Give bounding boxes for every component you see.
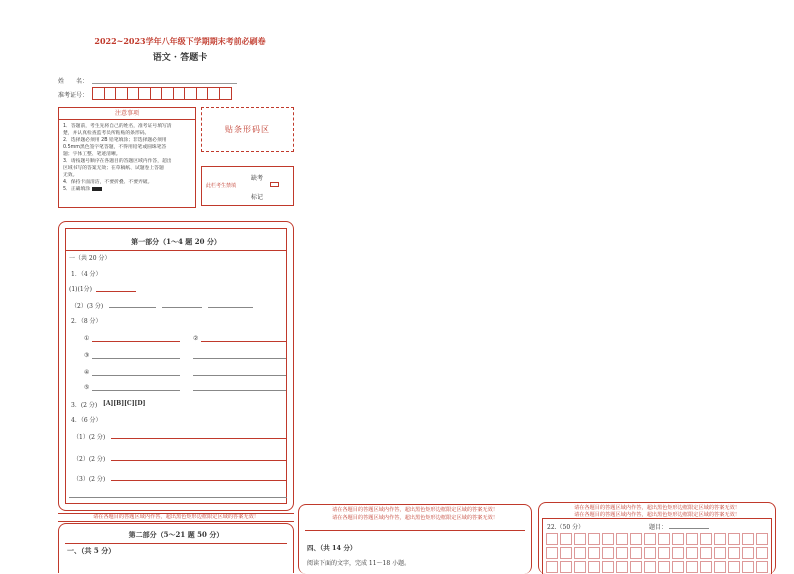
id-digit-box[interactable] xyxy=(105,88,117,99)
grid-cell[interactable] xyxy=(714,533,726,545)
notes-body xyxy=(59,120,195,196)
grid-cell[interactable] xyxy=(588,533,600,545)
q4-2-label: （2）(2 分) xyxy=(73,456,106,463)
id-digit-box[interactable] xyxy=(162,88,174,99)
grid-cell[interactable] xyxy=(700,547,712,559)
q1-1-label: (1)(1分) xyxy=(69,286,92,293)
grid-cell[interactable] xyxy=(602,561,614,573)
section-four-intro: 阅读下面的文字，完成 11～18 小题。 xyxy=(307,560,411,567)
note-item xyxy=(63,186,191,193)
answer-line[interactable] xyxy=(208,307,253,308)
grid-cell[interactable] xyxy=(602,547,614,559)
note-item: 1．答题前，考生先将自己的姓名，准考证号填写清 楚，并认真检查监考员所粘贴的条形码。 xyxy=(63,124,172,136)
answer-line[interactable] xyxy=(92,375,180,376)
warning-text: 请在各题目的答题区域内作答，超出黑色矩形边框限定区域的答案无效！ xyxy=(92,514,259,520)
part2-panel xyxy=(58,523,294,573)
q4-1-label: （1）(2 分) xyxy=(73,434,106,441)
answer-line[interactable] xyxy=(193,390,286,391)
part2-title: 第二部分（5～21 题 50 分） xyxy=(128,530,224,539)
q1-2-label: （2）(3 分) xyxy=(71,303,104,310)
grid-cell[interactable] xyxy=(644,533,656,545)
grid-cell[interactable] xyxy=(616,561,628,573)
answer-line[interactable] xyxy=(162,307,202,308)
q2-item-label: ① xyxy=(84,335,90,342)
answer-line[interactable] xyxy=(92,358,180,359)
barcode-label: 贴条形码区 xyxy=(225,125,270,134)
grid-cell[interactable] xyxy=(574,561,586,573)
section-four-label: 四、（共 14 分） xyxy=(307,544,357,552)
grid-cell[interactable] xyxy=(700,533,712,545)
essay-grid[interactable] xyxy=(545,532,769,574)
note-item: 3．请按题号顺序在各题目的答题区域内作答，超出 区域书写的答案无效；在草稿纸、试题卷上答题 无效。 xyxy=(63,159,172,178)
grid-cell[interactable] xyxy=(644,561,656,573)
absent-mark-label: 标记 xyxy=(251,194,264,201)
q22-label: 22.（50 分） xyxy=(547,524,585,531)
grid-cell[interactable] xyxy=(742,547,754,559)
note-item: 4．保持卡面清洁，不要折叠、不要弄破。 xyxy=(63,180,153,185)
grid-cell[interactable] xyxy=(686,561,698,573)
grid-cell[interactable] xyxy=(672,533,684,545)
grid-cell[interactable] xyxy=(658,547,670,559)
warning-text: 请在各题目的答题区域内作答，超出黑色矩形边框限定区域的答案无效！ xyxy=(331,507,498,513)
grid-cell[interactable] xyxy=(616,533,628,545)
page-subtitle: 语文 · 答题卡 xyxy=(152,53,208,63)
grid-cell[interactable] xyxy=(630,547,642,559)
part1-title: 第一部分（1～4 题 20 分） xyxy=(131,237,221,246)
grid-cell[interactable] xyxy=(602,533,614,545)
divider xyxy=(65,543,287,544)
topic-label: 题目： xyxy=(649,524,668,531)
part1-panel xyxy=(58,221,294,511)
grid-cell[interactable] xyxy=(560,547,572,559)
grid-cell[interactable] xyxy=(588,561,600,573)
grid-cell[interactable] xyxy=(560,533,572,545)
answer-line[interactable] xyxy=(193,358,286,359)
grid-cell[interactable] xyxy=(686,547,698,559)
id-digit-box[interactable] xyxy=(208,88,220,99)
page-title: 2022~2023学年八年级下学期期末考前必刷卷 xyxy=(94,36,266,46)
id-digit-box[interactable] xyxy=(116,88,128,99)
answer-line[interactable] xyxy=(92,390,180,391)
section-one-label: 一（共 20 分） xyxy=(69,255,111,262)
q2-label: 2．（8 分） xyxy=(71,318,102,325)
grid-cell[interactable] xyxy=(546,561,558,573)
q3-label: 3．(2 分) xyxy=(71,402,98,409)
q2-item-label: ③ xyxy=(84,352,90,359)
absent-label: 缺考 xyxy=(251,175,264,182)
q4-3-label: （3）(2 分) xyxy=(73,476,106,483)
note-item: 2．选择题必须用 2B 铅笔填涂；非选择题必须用 0.5mm黑色签字笔答题，不得用铅笔或圆珠笔答 题；字体工整、笔迹清晰。 xyxy=(63,138,167,157)
name-field[interactable] xyxy=(92,83,237,84)
q1-label: 1．（4 分） xyxy=(71,271,102,278)
grid-cell[interactable] xyxy=(756,561,768,573)
middle-panel xyxy=(298,504,532,574)
grid-cell[interactable] xyxy=(616,547,628,559)
grid-cell[interactable] xyxy=(630,533,642,545)
notes-box xyxy=(58,107,196,208)
grid-cell[interactable] xyxy=(742,561,754,573)
grid-cell[interactable] xyxy=(560,561,572,573)
notes-title: 注意事项 xyxy=(59,108,195,120)
grid-cell[interactable] xyxy=(686,533,698,545)
topic-field[interactable] xyxy=(669,528,709,529)
part2-section-label: 一、（共 5 分） xyxy=(67,546,116,555)
id-number-boxes[interactable] xyxy=(92,87,232,100)
absent-note: 此栏考生禁填 xyxy=(206,183,237,189)
divider xyxy=(65,250,287,251)
grid-cell[interactable] xyxy=(658,561,670,573)
grid-cell[interactable] xyxy=(630,561,642,573)
q4-label: 4．（6 分） xyxy=(71,417,102,424)
warning-text: 请在各题目的答题区域内作答，超出黑色矩形边框限定区域的答案无效！ xyxy=(573,505,740,511)
warning-text: 请在各题目的答题区域内作答，超出黑色矩形边框限定区域的答案无效！ xyxy=(573,512,740,518)
grid-cell[interactable] xyxy=(672,547,684,559)
answer-line[interactable] xyxy=(111,480,287,481)
note-item-text: 5．正确填涂 xyxy=(63,187,91,192)
id-digit-box[interactable] xyxy=(220,88,232,99)
grid-cell[interactable] xyxy=(574,547,586,559)
name-label: 姓 名： xyxy=(58,78,89,85)
q2-item-label: ② xyxy=(193,335,199,342)
grid-cell[interactable] xyxy=(672,561,684,573)
id-digit-box[interactable] xyxy=(139,88,151,99)
grid-cell[interactable] xyxy=(588,547,600,559)
q2-item-label: ⑤ xyxy=(84,384,90,391)
grid-cell[interactable] xyxy=(700,561,712,573)
answer-line[interactable] xyxy=(201,341,286,342)
grid-cell[interactable] xyxy=(546,533,558,545)
grid-cell[interactable] xyxy=(728,547,740,559)
grid-cell[interactable] xyxy=(574,533,586,545)
answer-line[interactable] xyxy=(111,438,287,439)
absent-checkbox[interactable] xyxy=(270,182,279,187)
right-panel xyxy=(538,502,776,574)
id-digit-box[interactable] xyxy=(197,88,209,99)
id-digit-box[interactable] xyxy=(151,88,163,99)
answer-line[interactable] xyxy=(69,497,287,498)
q3-options[interactable]: [A][B][C][D] xyxy=(103,400,146,407)
answer-line[interactable] xyxy=(92,341,180,342)
grid-cell[interactable] xyxy=(714,561,726,573)
q2-item-label: ④ xyxy=(84,369,90,376)
grid-cell[interactable] xyxy=(714,547,726,559)
filled-mark-icon xyxy=(92,187,102,191)
answer-line[interactable] xyxy=(96,291,136,292)
answer-line[interactable] xyxy=(193,375,286,376)
id-digit-box[interactable] xyxy=(128,88,140,99)
id-digit-box[interactable] xyxy=(93,88,105,99)
grid-cell[interactable] xyxy=(728,561,740,573)
id-label: 准考证号： xyxy=(58,92,89,99)
grid-cell[interactable] xyxy=(756,547,768,559)
grid-cell[interactable] xyxy=(658,533,670,545)
grid-cell[interactable] xyxy=(644,547,656,559)
barcode-area xyxy=(201,107,294,152)
divider xyxy=(305,530,525,531)
grid-cell[interactable] xyxy=(728,533,740,545)
grid-cell[interactable] xyxy=(546,547,558,559)
answer-line[interactable] xyxy=(109,307,156,308)
grid-cell[interactable] xyxy=(742,533,754,545)
answer-line[interactable] xyxy=(111,460,287,461)
grid-cell[interactable] xyxy=(756,533,768,545)
warning-text: 请在各题目的答题区域内作答，超出黑色矩形边框限定区域的答案无效！ xyxy=(331,515,498,521)
warning-bar xyxy=(58,513,294,522)
id-digit-box[interactable] xyxy=(174,88,186,99)
id-digit-box[interactable] xyxy=(185,88,197,99)
absent-marker-box xyxy=(201,166,294,206)
